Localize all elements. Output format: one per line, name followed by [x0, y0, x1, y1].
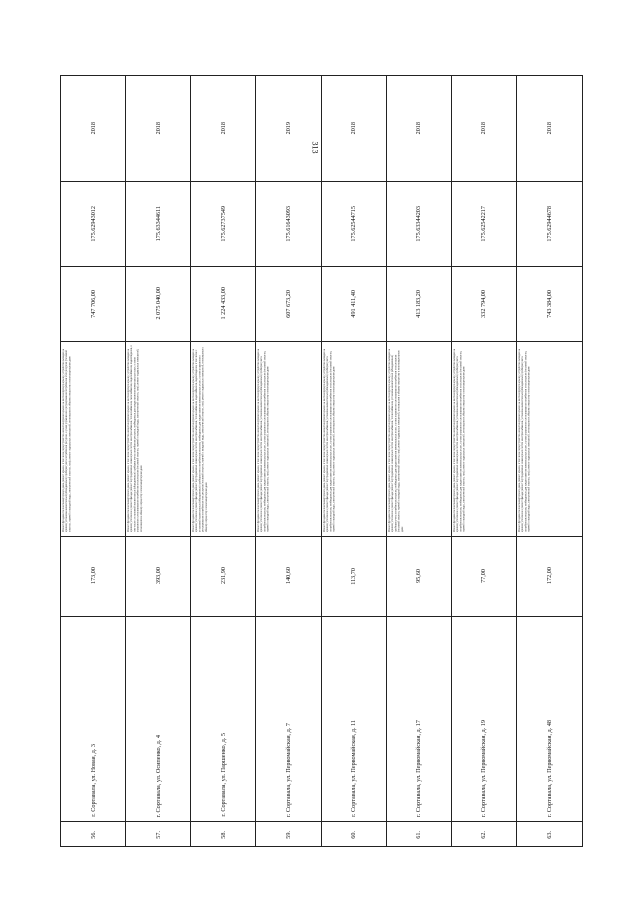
code-text: 175.62542217 [480, 205, 488, 242]
cell-description [322, 341, 386, 536]
year-text: 2018 [89, 122, 97, 135]
cell-address [126, 616, 190, 821]
area-text: 140,60 [284, 567, 292, 585]
cell-code [126, 181, 190, 266]
cell-code [322, 181, 386, 266]
address-text: г. Сортавала, ул. Первомайская, д. 19 [480, 719, 488, 817]
cost-text: 743 384,00 [545, 289, 553, 318]
cell-area [452, 536, 516, 616]
cell-address [387, 616, 451, 821]
code-text: 175.63344203 [415, 205, 423, 242]
table-row [322, 76, 387, 846]
cell-area [322, 536, 386, 616]
address-text: г. Сортавала, ул. Новая, д. 3 [89, 744, 97, 817]
area-text: 77,00 [480, 569, 488, 583]
cell-address [517, 616, 582, 821]
num-text: 63. [545, 830, 553, 839]
cell-area [517, 536, 582, 616]
address-text: г. Сортавала, ул. Первомайская, д. 7 [284, 722, 292, 817]
code-text: 175.62943012 [89, 205, 97, 242]
num-text: 62. [480, 830, 488, 839]
repair-table [60, 75, 583, 847]
year-text: 2018 [350, 122, 358, 135]
code-text: 175.62737549 [219, 205, 227, 242]
table-row [61, 76, 126, 846]
cell-address [452, 616, 516, 821]
cell-code [387, 181, 451, 266]
cell-year [126, 76, 190, 181]
area-text: 231,90 [219, 567, 227, 585]
cell-num [191, 821, 255, 848]
year-text: 2018 [154, 122, 162, 135]
year-text: 2018 [219, 122, 227, 135]
cell-cost [256, 266, 320, 341]
cell-num [387, 821, 451, 848]
cell-num [517, 821, 582, 848]
table-row [256, 76, 321, 846]
cell-num [126, 821, 190, 848]
cell-num [61, 821, 125, 848]
code-text: 175.61643093 [284, 205, 292, 242]
cost-text: 2 075 040,00 [154, 287, 162, 320]
table-row [452, 76, 517, 846]
table-row [126, 76, 191, 846]
address-text: г. Сортавала, ул. Первомайская, д. 11 [350, 720, 358, 817]
cell-code [452, 181, 516, 266]
cell-description [61, 341, 125, 536]
address-text: г. Сортавала, ул. Первомайская, д. 17 [415, 719, 423, 817]
table-row [517, 76, 582, 846]
cost-text: 607 673,20 [284, 289, 292, 318]
cost-text: 491 411,40 [350, 289, 358, 318]
cost-text: 747 706,00 [89, 289, 97, 318]
cell-cost [387, 266, 451, 341]
cell-year [61, 76, 125, 181]
cost-text: 332 794,00 [480, 289, 488, 318]
cost-text: 413 183,20 [415, 289, 423, 318]
work-description: Ремонт фундамента многоквартирного дома, ремонт крыши, в том числе переустройство невентилируемой крыши на вентилируемую крышу, устройство выходов на кровлю; утепление и ремонт фасада; ремонт внутридомовых инженерных систем электроснабжения, теплоснабжения, газоснабжения, водоснабжения, водоотведения, в том числе с установкой коллективных (общедомовых) приборов учета потребления ресурсов, необходимых для предоставления коммунальных услуг, и узлов управления и регулирования потребления этих ресурсов (тепловой энергии, горячей и холодной воды, электрической энергии, газа); ремонт подвальных помещений, относящихся к общему имуществу в многоквартирном доме [127, 345, 143, 532]
cell-code [517, 181, 582, 266]
cell-address [256, 616, 320, 821]
cell-year [191, 76, 255, 181]
work-description: Ремонт фундамента многоквартирного дома, ремонт крыши, в том числе переустройство невентилируемой крыши на вентилируемую крышу, устройство выходов на кровлю; утепление и ремонт фасада; ремонт внутридомовых инженерных систем электроснабжения, теплоснабжения, водоснабжения, водоотведения, в том числе с установкой коллективных (общедомовых) приборов учета потребления ресурсов, необходимых для предоставления коммунальных услуг, и узлов управления и регулирования потребления этих ресурсов (тепловой энергии, горячей и холодной воды, электрической энергии, газа); ремонт подвальных помещений, относящихся к общему имуществу в многоквартирном доме [192, 347, 209, 532]
cell-cost [191, 266, 255, 341]
address-text: г. Сортавала, ул. Паршенко, д. 5 [219, 733, 227, 817]
work-description: Ремонт фундамента многоквартирного дома, ремонт крыши, в том числе переустройство невентилируемой крыши на вентилируемую крышу, устройство выходов на кровлю; утепление и ремонт фасада; ремонт внутридомовых инженерных систем электроснабжения, установка коллективных (общедомовых) приборов учета потребления ресурсов, необходимых для предоставления коммунальных услуг, и узлов управления и регулирования потребления этих ресурсов (тепловой энергии, горячей и холодной воды, электрической энергии, газа); ремонт подвальных помещений, относящихся к общему имуществу в многоквартирном доме [322, 349, 336, 532]
cell-code [61, 181, 125, 266]
cell-address [322, 616, 386, 821]
year-text: 2018 [545, 122, 553, 135]
area-text: 173,00 [89, 567, 97, 585]
cell-cost [322, 266, 386, 341]
cell-area [191, 536, 255, 616]
cell-code [191, 181, 255, 266]
cell-area [256, 536, 320, 616]
cell-area [61, 536, 125, 616]
cell-year [387, 76, 451, 181]
work-description: Ремонт фундамента многоквартирного дома, ремонт крыши, в том числе переустройство невентилируемой крыши на вентилируемую крышу, устройство выходов на кровлю; утепление и ремонт фасада; ремонт внутридомовых инженерных систем электроснабжения, установка коллективных (общедомовых) приборов учета потребления ресурсов, необходимых для предоставления коммунальных услуг, и узлов управления и регулирования потребления этих ресурсов (тепловой энергии, горячей и холодной воды, электрической энергии, газа); ремонт подвальных помещений, относящихся к общему имуществу в многоквартирном доме [517, 349, 531, 532]
code-text: 175.62944678 [545, 205, 553, 242]
code-text: 175.63344611 [154, 205, 162, 242]
address-text: г. Сортавала, ул. Осипенко, д. 4 [154, 734, 162, 817]
cell-year [517, 76, 582, 181]
area-text: 393,00 [154, 567, 162, 585]
cell-year [322, 76, 386, 181]
cell-code [256, 181, 320, 266]
code-text: 175.62544715 [350, 205, 358, 242]
num-text: 56. [89, 830, 97, 839]
work-description: Ремонт фундамента многоквартирного дома, ремонт крыши, в том числе переустройство невентилируемой крыши на вентилируемую крышу, устройство выходов на кровлю; утепление и ремонт фасада; ремонт внутридомовых инженерных систем электроснабжения, теплоснабжения, установка коллективных (общедомовых) приборов учета потребления ресурсов, необходимых для предоставления коммунальных услуг, и узлов управления и регулирования потребления этих ресурсов (тепловой энергии, горячей и холодной воды, электрической энергии, газа); ремонт подвальных помещений, относящихся к общему имуществу в многоквартирном доме [387, 349, 404, 532]
area-text: 113,70 [350, 567, 358, 585]
num-text: 61. [415, 830, 423, 839]
cell-address [191, 616, 255, 821]
year-text: 2018 [480, 122, 488, 135]
area-text: 95,60 [415, 569, 423, 583]
cell-num [322, 821, 386, 848]
cell-description [452, 341, 516, 536]
page-number: 313 [310, 141, 320, 154]
year-text: 2018 [415, 122, 423, 135]
num-text: 60. [350, 830, 358, 839]
cell-area [126, 536, 190, 616]
area-text: 172,00 [545, 567, 553, 585]
num-text: 58. [219, 830, 227, 839]
cell-description [126, 341, 190, 536]
cell-num [256, 821, 320, 848]
work-description: Ремонт фундамента многоквартирного дома, ремонт крыши, в том числе переустройство невентилируемой крыши на вентилируемую крышу, устройство выходов на кровлю; утепление и ремонт фасада; ремонт внутридомовых инженерных систем электроснабжения, установка коллективных (общедомовых) приборов учета потребления ресурсов, необходимых для предоставления коммунальных услуг, и узлов управления и регулирования потребления этих ресурсов (тепловой энергии, горячей и холодной воды, электрической энергии, газа); ремонт подвальных помещений, относящихся к общему имуществу в многоквартирном доме [257, 349, 270, 532]
year-text: 2019 [284, 122, 292, 135]
num-text: 57. [154, 830, 162, 839]
cell-cost [452, 266, 516, 341]
cell-description [256, 341, 320, 536]
cell-cost [61, 266, 125, 341]
cell-description [517, 341, 582, 536]
cell-address [61, 616, 125, 821]
work-description: Ремонт фундамента многоквартирного дома, ремонт крыши, в том числе переустройство невентилируемой крыши на вентилируемую крышу, устройство выходов на кровлю; утепление и ремонт фасада; ремонт внутридомовых инженерных систем электроснабжения, установка коллективных (общедомовых) приборов учета потребления ресурсов, необходимых для предоставления коммунальных услуг, и узлов управления и регулирования потребления этих ресурсов (тепловой энергии, горячей и холодной воды, электрической энергии, газа); ремонт подвальных помещений, относящихся к общему имуществу в многоквартирном доме [452, 349, 466, 532]
address-text: г. Сортавала, ул. Первомайская, д. 48 [545, 719, 553, 817]
cell-num [452, 821, 516, 848]
work-description: Ремонт фундамента многоквартирного дома, ремонт крыши, в том числе переустройство невентилируемой крыши на вентилируемую крышу, устройство выходов на кровлю; установка коллективных (общедомовых) приборов учета потребления ресурсов, и узлов управления и регулирования потребления этих ресурсов (тепловой энергии, горячей и холодной воды, электрической энергии, газа); ремонт подвальных помещений, относящихся к общему имуществу в многоквартирном доме [62, 349, 72, 532]
cell-description [191, 341, 255, 536]
table-row [387, 76, 452, 846]
cell-year [452, 76, 516, 181]
table-row [191, 76, 256, 846]
cost-text: 1 224 433,00 [219, 287, 227, 320]
cell-year [256, 76, 320, 181]
cell-description [387, 341, 451, 536]
cell-cost [126, 266, 190, 341]
cell-area [387, 536, 451, 616]
num-text: 59. [284, 830, 292, 839]
cell-cost [517, 266, 582, 341]
